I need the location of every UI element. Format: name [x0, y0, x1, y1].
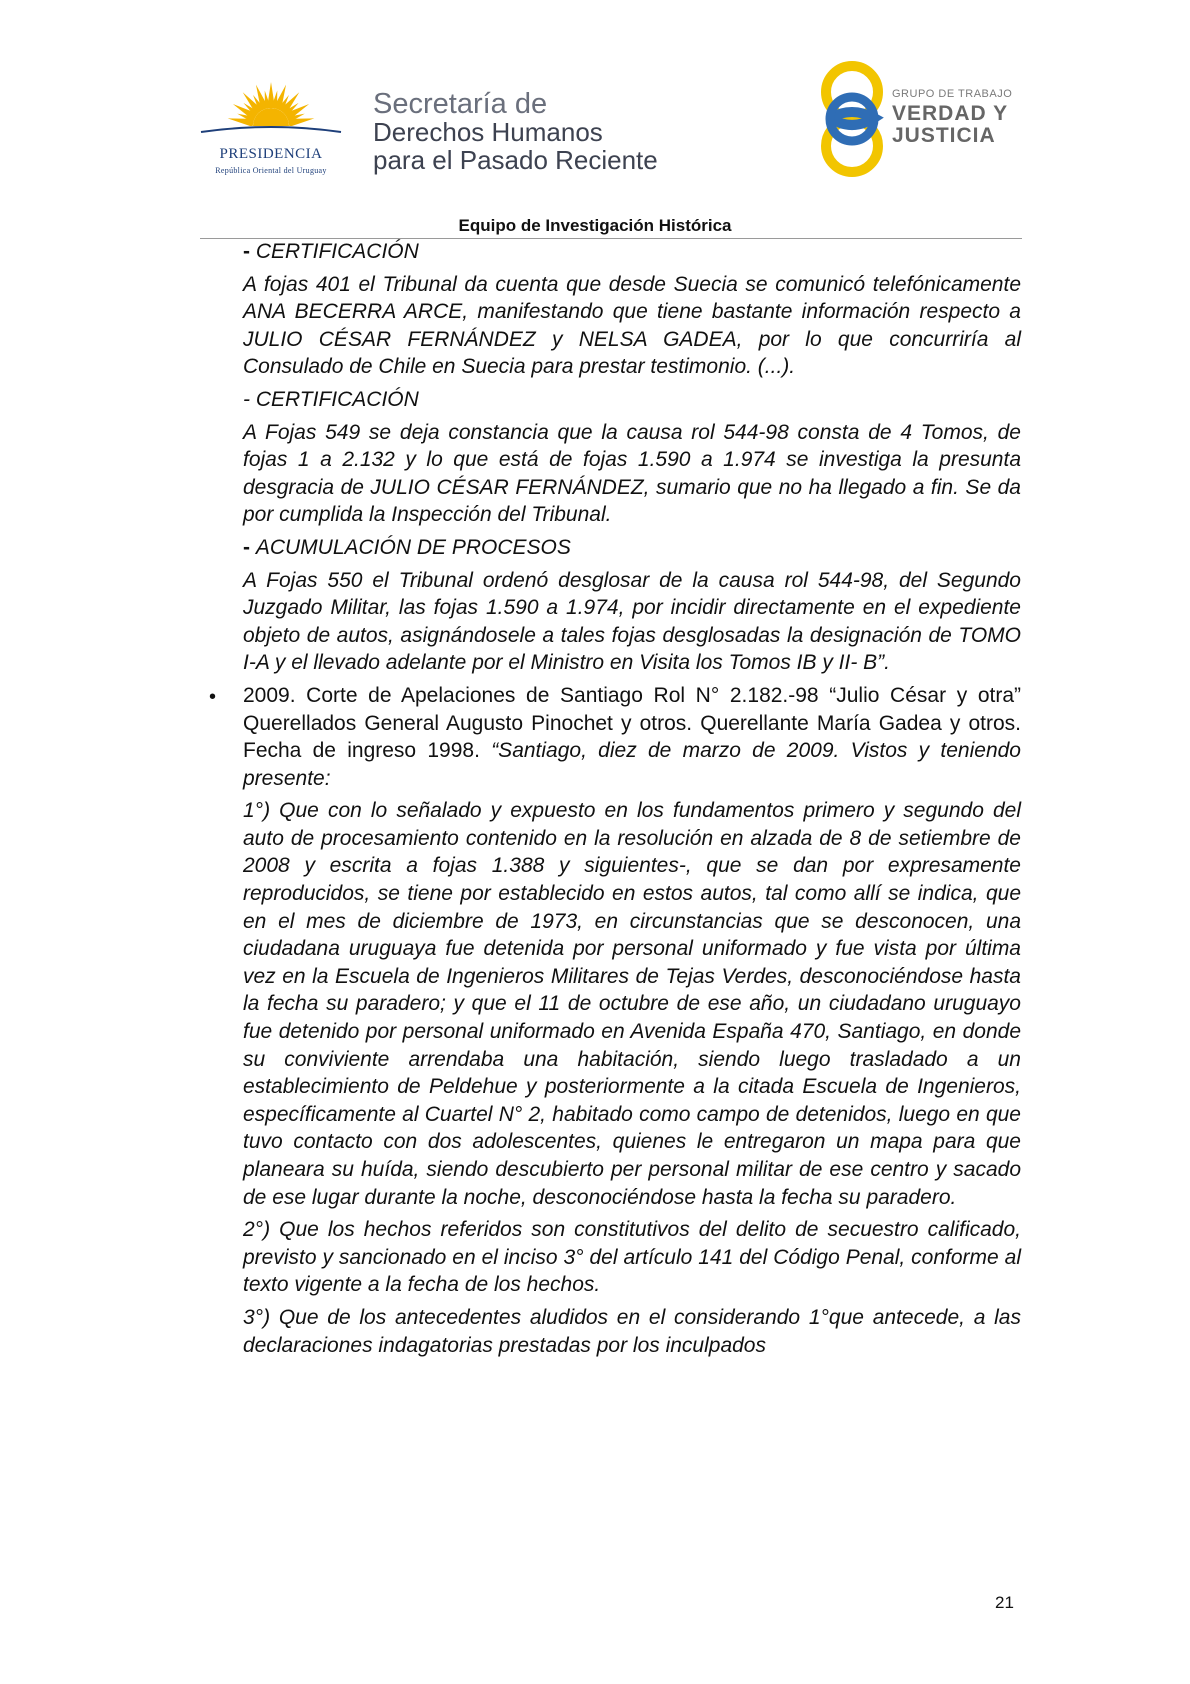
secretaria-line-3: para el Pasado Reciente — [373, 145, 658, 175]
heading-dash: - — [243, 240, 256, 263]
presidencia-logo — [196, 80, 346, 180]
paragraph-considerando-3: 3°) Que de los antecedentes aludidos en el considerando 1°que antecede, a las declaraciones indagatorias prestadas por los inculpados — [243, 1305, 1021, 1357]
page-header — [0, 0, 1190, 240]
bullet-text-italic: “Santiago, diez de marzo de 2009. Vistos y teniendo presente: — [243, 739, 1021, 790]
gt-label-justicia: JUSTICIA — [892, 124, 996, 147]
sun-emblem-icon — [196, 80, 346, 146]
paragraph-considerando-1: 1°) Que con lo señalado y expuesto en los fundamentos primero y segundo del auto de procesamiento contenido en la resolución en alzada de 8 de setiembre de 2008 y escrita a fojas 1.388 y siguientes-, que se dan por expresamente reproducidos, se tiene por establecido en estos autos, tal como allí se indica, que en el mes de diciembre de 1973, en circunstancias que se desconocen, una ciudadana uruguaya fue detenida por personal uniformado y fue vista por última vez en la Escuela de Ingenieros Militares de Tejas Verdes, desconociéndose hasta la fecha su paradero; y que el 11 de octubre de ese año, un ciudadano uruguayo fue detenido por personal uniformado en Avenida España 470, Santiago, en donde su conviviente arrendaba una habitación, siendo luego trasladado a un establecimiento de Peldehue y posteriormente a la citada Escuela de Ingenieros, específicamente al Cuartel N° 2, habitado como campo de detenidos, luego en que tuvo contacto con dos adolescentes, quienes le entregaron un mapa para que planeara su huída, siendo descubierto per personal militar de ese centro y sacado de ese lugar durante la noche, desconociéndose hasta la fecha su paradero. — [243, 799, 1021, 1209]
bullet-text: 2009. Corte de Apelaciones de Santiago Rol N° 2.182.-98 “Julio César y otra” Querellados General Augusto Pinochet y otros. Querellante María Gadea y otros. Fecha de ingreso 1998. — [243, 683, 1021, 763]
paragraph-fojas-549: A Fojas 549 se deja constancia que la causa rol 544-98 consta de 4 Tomos, de fojas 1 a 2.132 y lo que está de fojas 1.590 a 1.974 se investiga la presunta desgracia de JULIO CÉSAR FERNÁNDEZ, sumario que no ha llegado a fin. Se da por cumplida la Inspección del Tribunal. — [243, 420, 1021, 527]
bullet-icon: • — [209, 685, 217, 708]
heading-certificacion-2: - CERTIFICACIÓN — [243, 387, 419, 411]
heading-certificacion-1 — [243, 238, 1021, 266]
presidencia-subtitle: República Oriental del Uruguay — [215, 166, 327, 175]
paragraph-fojas-401: A fojas 401 el Tribunal da cuenta que desde Suecia se comunicó telefónicamente ANA BECERRA ARCE, manifestando que tiene bastante información respecto a JULIO CÉSAR FERNÁNDEZ y NELSA GADEA, por lo que concurriría al Consulado de Chile en Suecia para prestar testimonio. (...). — [243, 272, 1021, 379]
grupo-trabajo-logo — [818, 58, 1038, 183]
infinity-rings-icon — [818, 58, 888, 183]
paragraph-considerando-2: 2°) Que los hechos referidos son constitutivos del delito de secuestro calificado, previsto y sancionado en el inciso 3° del artículo 141 del Código Penal, conforme al texto vigente a la fecha de los hechos. — [243, 1218, 1021, 1297]
gt-label-small: GRUPO DE TRABAJO — [892, 88, 1013, 100]
presidencia-text: PRESIDENCIA — [219, 146, 323, 162]
heading-acumulacion — [243, 534, 1021, 562]
heading-text: CERTIFICACIÓN — [255, 240, 419, 263]
gt-label-verdad: VERDAD Y — [892, 102, 1009, 125]
secretaria-line-1: Secretaría de — [373, 88, 548, 120]
heading-text: ACUMULACIÓN DE PROCESOS — [255, 535, 571, 559]
team-title: Equipo de Investigación Histórica — [458, 216, 732, 235]
page-number: 21 — [995, 1593, 1014, 1612]
secretaria-line-2: Derechos Humanos — [373, 117, 603, 147]
heading-dash: - — [243, 535, 256, 559]
document-body — [209, 238, 1021, 1364]
bullet-item-2009 — [209, 682, 1021, 792]
paragraph-fojas-550: A Fojas 550 el Tribunal ordenó desglosar de la causa rol 544-98, del Segundo Juzgado Militar, las fojas 1.590 a 1.974, por incidir directamente en el expediente objeto de autos, asignándosele a tales fojas desglosadas la designación de TOMO I-A y el llevado adelante por el Ministro en Visita los Tomos IB y II- B”. — [243, 568, 1021, 675]
secretaria-logo-text — [373, 90, 658, 174]
